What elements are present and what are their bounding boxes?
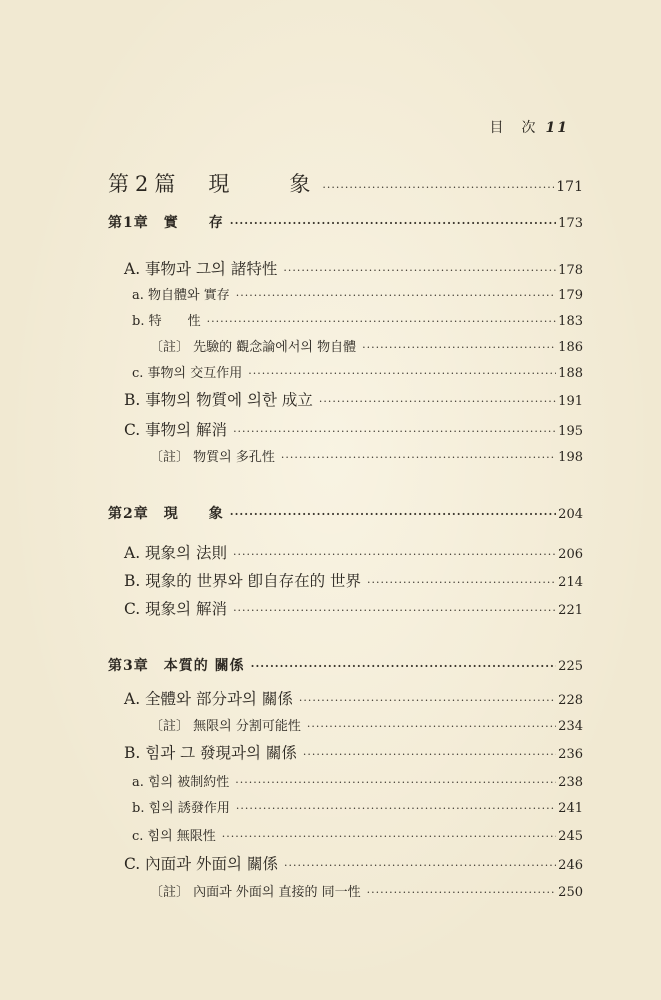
dot-leader [299, 694, 556, 707]
toc-entry-page: 191 [558, 394, 583, 409]
toc-note-entry [150, 446, 583, 465]
toc-entry-label: c. 事物의 交互作用 [132, 366, 243, 381]
toc-subsection-entry [132, 771, 583, 790]
toc-subsection-entry [132, 310, 583, 329]
dot-leader [248, 367, 556, 380]
toc-entry-page: 241 [558, 801, 583, 816]
toc-chapter-entry [108, 503, 583, 523]
toc-entry-label: 〔註〕 物質의 多孔性 [150, 450, 275, 465]
toc-entry-page: 198 [558, 450, 583, 465]
dot-leader [307, 720, 556, 733]
toc-entry-label: 第2篇 現 象 [108, 172, 317, 196]
toc-entry-page: 206 [558, 547, 583, 562]
toc-entry-page: 179 [558, 288, 583, 303]
toc-entry-page: 250 [558, 885, 583, 900]
running-head [490, 117, 569, 137]
toc-entry-label: a. 物自體와 實存 [132, 288, 230, 303]
toc-entry-page: 195 [558, 424, 583, 439]
toc-entry-label: 第3章 本質的 關係 [108, 658, 245, 674]
dot-leader [303, 748, 556, 761]
toc-entry-label: 第2章 現 象 [108, 506, 224, 522]
toc-entry-label: 第1章 實 存 [108, 215, 224, 231]
toc-note-entry [150, 881, 583, 900]
toc-note-entry [150, 715, 583, 734]
toc-entry-page: 238 [558, 775, 583, 790]
toc-entry-label: C. 現象의 解消 [124, 600, 228, 618]
toc-entry-label: B. 事物의 物質에 의한 成立 [124, 391, 313, 409]
toc-entry-page: 186 [558, 340, 583, 355]
toc-entry-page: 171 [556, 179, 583, 195]
dot-leader [230, 217, 556, 230]
toc-chapter-entry [108, 655, 583, 675]
dot-leader [222, 830, 556, 843]
toc-entry-label: A. 全體와 部分과의 關係 [124, 690, 293, 708]
toc-subsection-entry [132, 362, 583, 381]
toc-entry-page: 228 [558, 693, 583, 708]
dot-leader [207, 315, 557, 328]
dot-leader [251, 660, 557, 673]
toc-entry-page: 188 [558, 366, 583, 381]
dot-leader [367, 886, 557, 899]
toc-entry-label: C. 事物의 解消 [124, 421, 228, 439]
dot-leader [236, 802, 556, 815]
toc-entry-label: c. 힘의 無限性 [132, 829, 216, 844]
toc-entry-page: 183 [558, 314, 583, 329]
toc-entry-page: 225 [558, 659, 583, 674]
dot-leader [235, 776, 556, 789]
dot-leader [233, 604, 556, 617]
toc-entry-label: B. 힘과 그 發現과의 關係 [124, 744, 297, 762]
toc-entry-page: 221 [558, 603, 583, 618]
toc-note-entry [150, 336, 583, 355]
dot-leader [236, 289, 556, 302]
running-head-title: 目 次 [489, 120, 538, 136]
toc-entry-label: C. 內面과 外面의 關係 [124, 855, 278, 873]
toc-entry-label: 〔註〕 先驗的 觀念論에서의 物自體 [150, 340, 357, 355]
toc-section-entry [124, 388, 583, 410]
toc-entry-label: B. 現象的 世界와 卽自存在的 世界 [124, 572, 361, 590]
toc-section-entry [124, 597, 583, 619]
toc-subsection-entry [132, 284, 583, 303]
dot-leader [281, 451, 556, 464]
toc-entry-label: b. 特 性 [132, 314, 201, 329]
toc-entry-page: 245 [558, 829, 583, 844]
dot-leader [319, 395, 556, 408]
dot-leader [322, 181, 554, 194]
toc-entry-label: A. 事物과 그의 諸特性 [124, 260, 278, 278]
toc-section-entry [124, 569, 583, 591]
dot-leader [233, 425, 556, 438]
toc-entry-page: 234 [558, 719, 583, 734]
page-number: 11 [545, 120, 569, 136]
toc-entry-label: b. 힘의 誘發作用 [132, 801, 230, 816]
toc-subsection-entry [132, 825, 583, 844]
dot-leader [362, 341, 556, 354]
dot-leader [367, 576, 556, 589]
toc-part-entry [108, 168, 583, 198]
toc-section-entry [124, 541, 583, 563]
toc-subsection-entry [132, 797, 583, 816]
toc-entry-page: 214 [558, 575, 583, 590]
toc-section-entry [124, 418, 583, 440]
toc-entry-label: A. 現象의 法則 [124, 544, 227, 562]
dot-leader [230, 508, 556, 521]
dot-leader [233, 548, 556, 561]
toc-entry-page: 246 [558, 858, 583, 873]
toc-section-entry [124, 852, 583, 874]
toc-entry-page: 204 [558, 507, 583, 522]
toc-entry-label: 〔註〕 無限의 分割可能性 [150, 719, 301, 734]
toc-section-entry [124, 741, 583, 763]
toc-entry-page: 173 [558, 216, 583, 231]
toc-section-entry [124, 687, 583, 709]
dot-leader [284, 859, 556, 872]
toc-entry-label: 〔註〕 內面과 外面의 直接的 同一性 [150, 885, 361, 900]
toc-entry-label: a. 힘의 被制約性 [132, 775, 230, 790]
dot-leader [283, 264, 556, 277]
toc-entry-page: 236 [558, 747, 583, 762]
toc-chapter-entry [108, 212, 583, 232]
toc-entry-page: 178 [558, 263, 583, 278]
toc-section-entry [124, 257, 583, 279]
